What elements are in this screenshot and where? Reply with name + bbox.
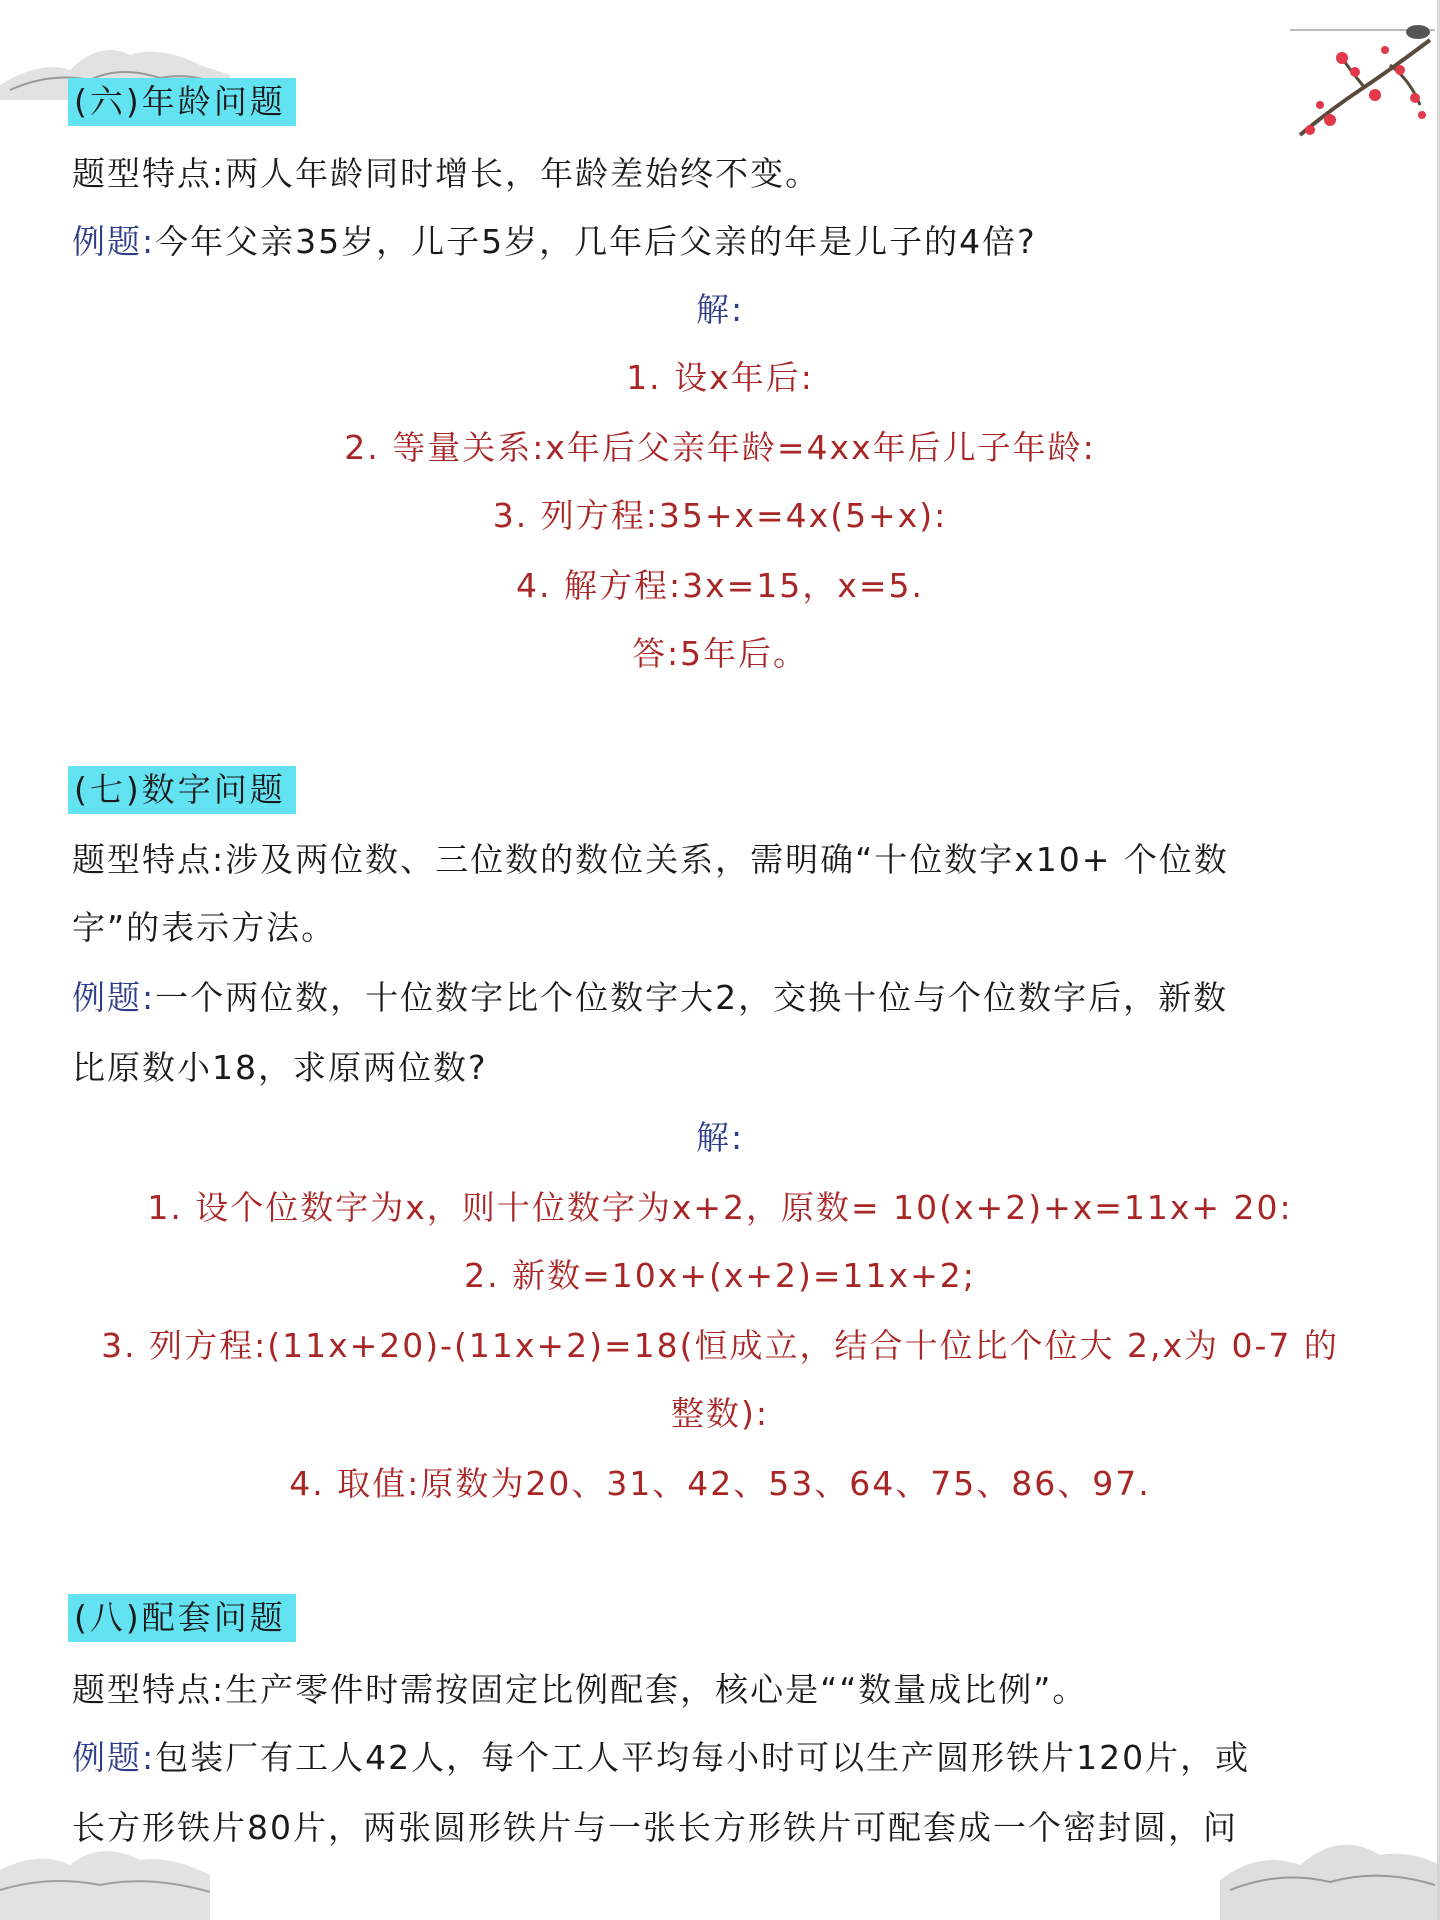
solution-step: 3. 列方程:35+x=4x(5+x): (492, 496, 948, 535)
example-text: 长方形铁片80片，两张圆形铁片与一张长方形铁片可配套成一个密封圆，问 (72, 1808, 1238, 1847)
feature-text: 题型特点:两人年龄同时增长，年龄差始终不变。 (72, 154, 821, 193)
solution-step: 4. 取值:原数为20、31、42、53、64、75、86、97. (289, 1464, 1151, 1503)
solution-step: 3. 列方程:(11x+20)-(11x+2)=18(恒成立，结合十位比个位大 2,x为 0-7 的 (101, 1326, 1339, 1365)
answer-line: 答:5年后。 (631, 634, 809, 673)
section-title: (八)配套问题 (68, 1594, 296, 1642)
example-line (72, 976, 1372, 1020)
solution-step: 整数): (671, 1394, 769, 1433)
feature-text: 题型特点:生产零件时需按固定比例配套，核心是““数量成比例”。 (72, 1670, 1088, 1709)
section-title: (七)数字问题 (68, 766, 296, 814)
example-line (72, 220, 1372, 264)
solution-step: 1. 设个位数字为x，则十位数字为x+2，原数= 10(x+2)+x=11x+ 20: (147, 1188, 1293, 1227)
mountain-ink-decoration (0, 1780, 210, 1920)
feature-text: 字”的表示方法。 (72, 908, 337, 947)
solution-label: 解: (695, 1118, 745, 1157)
solution-step: 2. 等量关系:x年后父亲年龄=4xx年后儿子年龄: (344, 428, 1096, 467)
solution-label: 解: (695, 290, 745, 329)
example-text: 包装厂有工人42人，每个工人平均每小时可以生产圆形铁片120片，或 (155, 1738, 1251, 1777)
example-text: 一个两位数，十位数字比个位数字大2，交换十位与个位数字后，新数 (155, 978, 1229, 1017)
example-label: 例题: (72, 978, 156, 1017)
example-label: 例题: (72, 1738, 156, 1777)
feature-text: 题型特点:涉及两位数、三位数的数位关系，需明确“十位数字x10+ 个位数 (72, 840, 1229, 879)
solution-step: 4. 解方程:3x=15，x=5. (516, 566, 924, 605)
solution-step: 1. 设x年后: (626, 358, 814, 397)
example-text: 比原数小18，求原两位数? (72, 1048, 488, 1087)
example-text: 今年父亲35岁，儿子5岁，几年后父亲的年是儿子的4倍? (155, 222, 1037, 261)
example-line (72, 1736, 1372, 1780)
plum-blossom-branch-decoration (1270, 10, 1440, 150)
example-label: 例题: (72, 222, 156, 261)
solution-step: 2. 新数=10x+(x+2)=11x+2; (464, 1256, 976, 1295)
section-title: (六)年龄问题 (68, 78, 296, 126)
